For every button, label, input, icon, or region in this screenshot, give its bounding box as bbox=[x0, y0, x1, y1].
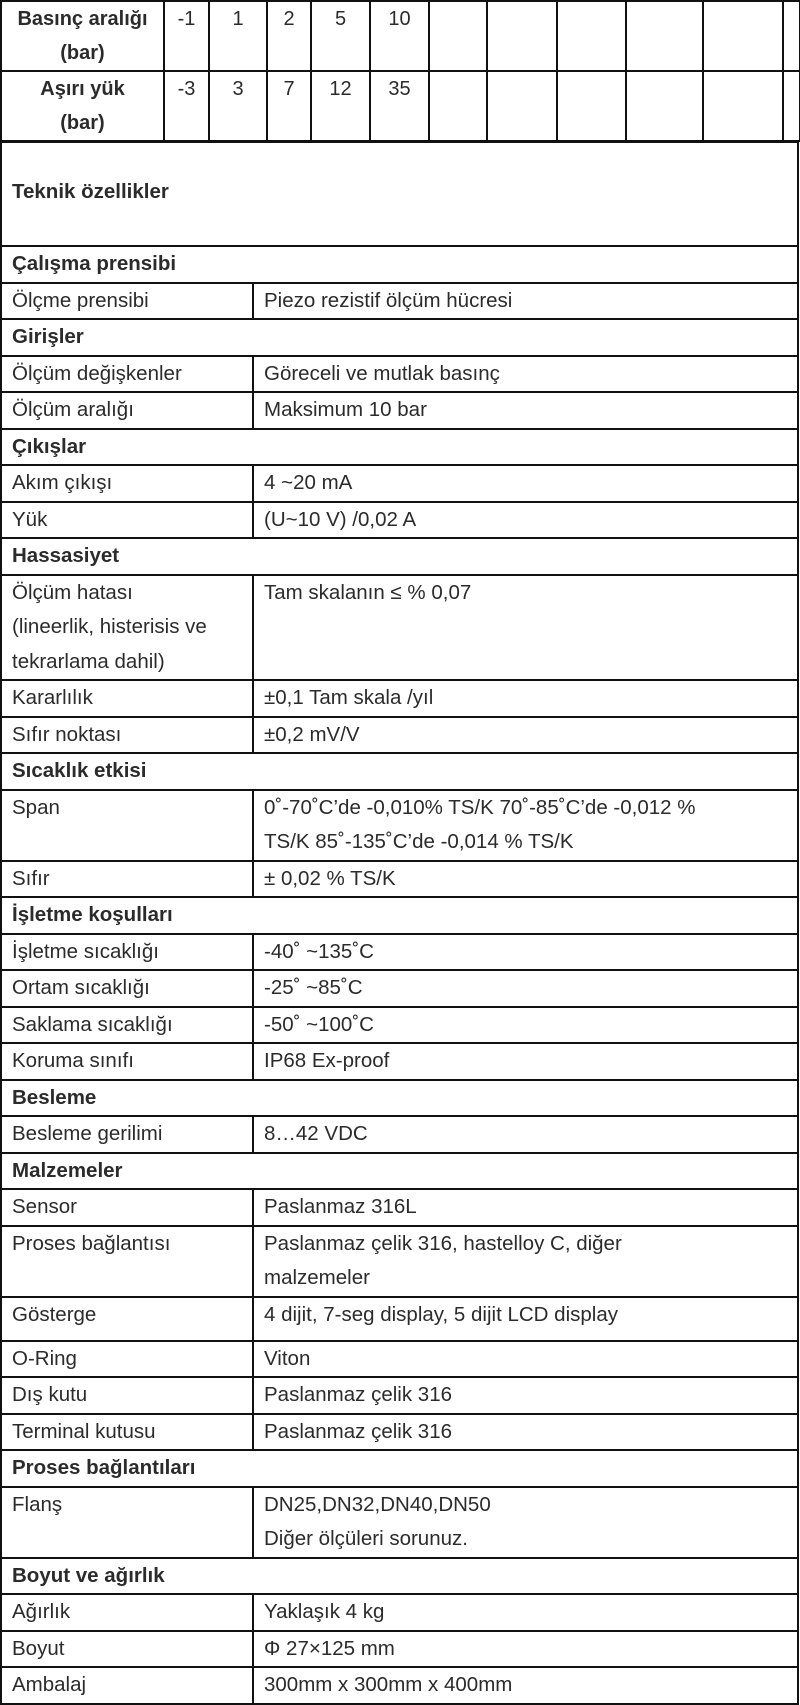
cell-line: Akım çıkışı bbox=[12, 471, 113, 494]
spec-row bbox=[1, 861, 798, 898]
spec-row bbox=[1, 680, 798, 717]
section-title: Boyut ve ağırlık bbox=[1, 1558, 798, 1595]
spec-row bbox=[1, 970, 798, 1007]
section-header-row bbox=[1, 753, 798, 790]
spec-label bbox=[1, 392, 253, 429]
cell-line: Paslanmaz çelik 316 bbox=[264, 1383, 453, 1406]
spec-row bbox=[1, 1594, 798, 1631]
spec-value bbox=[253, 1116, 798, 1153]
spec-row bbox=[1, 356, 798, 393]
section-title: Çıkışlar bbox=[1, 429, 798, 466]
cell-line: Kararlılık bbox=[12, 686, 93, 709]
spec-label bbox=[1, 1226, 253, 1297]
spec-value bbox=[253, 934, 798, 971]
pressure-value-cell bbox=[557, 1, 626, 71]
spec-row bbox=[1, 392, 798, 429]
cell-line: Maksimum 10 bar bbox=[264, 398, 427, 421]
spec-row bbox=[1, 717, 798, 754]
spec-row bbox=[1, 1667, 798, 1704]
spec-row bbox=[1, 1226, 798, 1297]
pressure-row-label bbox=[1, 71, 164, 141]
section-title: Malzemeler bbox=[1, 1153, 798, 1190]
section-title: Girişler bbox=[1, 319, 798, 356]
spec-value bbox=[253, 1487, 798, 1558]
cell-line: İşletme sıcaklığı bbox=[12, 939, 159, 963]
pressure-value-cell bbox=[487, 71, 557, 141]
pressure-value-cell bbox=[429, 1, 487, 71]
cell-line: -50˚ ~100˚C bbox=[264, 1012, 374, 1036]
cell-line: 0˚-70˚C’de -0,010% TS/K 70˚-85˚C’de -0,012 % bbox=[264, 795, 696, 819]
cell-line: ±0,1 Tam skala /yıl bbox=[264, 686, 434, 709]
pressure-value-cell bbox=[557, 71, 626, 141]
section-header-row bbox=[1, 246, 798, 283]
cell-line: 8…42 VDC bbox=[264, 1122, 368, 1145]
pressure-range-table bbox=[0, 0, 800, 142]
pressure-value-cell bbox=[429, 71, 487, 141]
cell-line: Saklama sıcaklığı bbox=[12, 1012, 173, 1036]
spec-label bbox=[1, 970, 253, 1007]
spec-value bbox=[253, 1594, 798, 1631]
spec-value bbox=[253, 356, 798, 393]
spec-row bbox=[1, 1043, 798, 1080]
cell-line: Flanş bbox=[12, 1492, 63, 1516]
cell-line: Yaklaşık 4 kg bbox=[264, 1600, 385, 1623]
section-title: Sıcaklık etkisi bbox=[1, 753, 798, 790]
cell-line: (bar) bbox=[60, 112, 105, 134]
section-title: Çalışma prensibi bbox=[1, 246, 798, 283]
pressure-value-cell bbox=[703, 1, 783, 71]
spec-label bbox=[1, 1116, 253, 1153]
pressure-value-cell bbox=[626, 71, 703, 141]
spec-label bbox=[1, 717, 253, 754]
spec-value bbox=[253, 790, 798, 861]
spec-label bbox=[1, 502, 253, 539]
spec-row bbox=[1, 1377, 798, 1414]
section-title: Proses bağlantıları bbox=[1, 1450, 798, 1487]
section-header-row bbox=[1, 1558, 798, 1595]
cell-line: (lineerlik, histerisis ve bbox=[12, 615, 207, 638]
pressure-row bbox=[1, 1, 800, 71]
cell-line: 4 dijit, 7-seg display, 5 dijit LCD display bbox=[264, 1302, 618, 1326]
pressure-value-cell: 10 bbox=[370, 1, 429, 71]
cell-line: Paslanmaz çelik 316 bbox=[264, 1419, 453, 1443]
cell-line: Ölçme prensibi bbox=[12, 288, 149, 312]
spec-row bbox=[1, 1631, 798, 1668]
cell-line: Ağırlık bbox=[12, 1600, 71, 1623]
cell-line: Φ 27×125 mm bbox=[264, 1636, 395, 1660]
spec-value bbox=[253, 1189, 798, 1226]
spec-label bbox=[1, 1667, 253, 1704]
cell-line: Span bbox=[12, 795, 60, 819]
spec-row bbox=[1, 465, 798, 502]
spec-value bbox=[253, 465, 798, 502]
spec-row bbox=[1, 1487, 798, 1558]
cell-line: -40˚ ~135˚C bbox=[264, 939, 374, 963]
cell-line: Tam skalanın ≤ % 0,07 bbox=[264, 580, 472, 604]
cell-line: Terminal kutusu bbox=[12, 1419, 156, 1443]
spec-value bbox=[253, 1043, 798, 1080]
spec-label bbox=[1, 1297, 253, 1341]
spec-value bbox=[253, 970, 798, 1007]
cell-line: Paslanmaz çelik 316, hastelloy C, diğer bbox=[264, 1231, 622, 1255]
technical-specs-table bbox=[0, 141, 799, 1705]
spec-label bbox=[1, 1341, 253, 1378]
cell-line: Sensor bbox=[12, 1195, 77, 1218]
cell-line: Sıfır bbox=[12, 866, 50, 890]
spec-value bbox=[253, 1226, 798, 1297]
spec-label bbox=[1, 680, 253, 717]
pressure-value-cell bbox=[626, 1, 703, 71]
spec-value bbox=[253, 1377, 798, 1414]
spec-row bbox=[1, 502, 798, 539]
cell-line: Sıfır noktası bbox=[12, 722, 122, 746]
spec-label bbox=[1, 1377, 253, 1414]
cell-line: 4 ~20 mA bbox=[264, 471, 353, 494]
cell-line: Proses bağlantısı bbox=[12, 1231, 171, 1255]
spec-value bbox=[253, 1414, 798, 1451]
spec-label bbox=[1, 575, 253, 681]
spec-value bbox=[253, 1007, 798, 1044]
cell-line: Boyut bbox=[12, 1636, 65, 1660]
spec-value bbox=[253, 1341, 798, 1378]
spec-row bbox=[1, 1414, 798, 1451]
cell-line: ± 0,02 % TS/K bbox=[264, 866, 396, 890]
cell-line: TS/K 85˚-135˚C’de -0,014 % TS/K bbox=[264, 830, 574, 853]
spec-value bbox=[253, 1667, 798, 1704]
pressure-value-cell: 35 bbox=[370, 71, 429, 141]
spec-value bbox=[253, 502, 798, 539]
cell-line: malzemeler bbox=[264, 1266, 370, 1289]
cell-line: Besleme gerilimi bbox=[12, 1122, 163, 1145]
pressure-row bbox=[1, 71, 800, 141]
cell-line: Viton bbox=[264, 1346, 311, 1370]
spec-label bbox=[1, 283, 253, 320]
spec-label bbox=[1, 1631, 253, 1668]
cell-line: Ölçüm hatası bbox=[12, 580, 133, 604]
cell-line: Aşırı yük bbox=[40, 78, 125, 100]
spec-row bbox=[1, 283, 798, 320]
pressure-value-cell bbox=[703, 71, 783, 141]
spec-label bbox=[1, 934, 253, 971]
cell-line: Koruma sınıfı bbox=[12, 1049, 134, 1072]
section-title: Hassasiyet bbox=[1, 538, 798, 575]
cell-line: Piezo rezistif ölçüm hücresi bbox=[264, 288, 513, 312]
spec-row bbox=[1, 790, 798, 861]
cell-line: Paslanmaz 316L bbox=[264, 1195, 417, 1218]
pressure-value-cell: 1 bbox=[209, 1, 267, 71]
cell-line: Basınç aralığı bbox=[17, 8, 148, 30]
section-header-row bbox=[1, 319, 798, 356]
cell-line: Dış kutu bbox=[12, 1383, 88, 1406]
section-header-row bbox=[1, 429, 798, 466]
pressure-value-cell: 7 bbox=[267, 71, 311, 141]
specs-title: Teknik özellikler bbox=[1, 142, 798, 246]
cell-line: -25˚ ~85˚C bbox=[264, 976, 363, 999]
spec-label bbox=[1, 790, 253, 861]
cell-line: DN25,DN32,DN40,DN50 bbox=[264, 1492, 491, 1516]
cell-line: tekrarlama dahil) bbox=[12, 649, 165, 673]
section-header-row bbox=[1, 1450, 798, 1487]
spec-label bbox=[1, 1043, 253, 1080]
cell-line: 300mm x 300mm x 400mm bbox=[264, 1673, 513, 1696]
spec-label bbox=[1, 356, 253, 393]
pressure-value-cell: 5 bbox=[311, 1, 370, 71]
section-header-row bbox=[1, 1080, 798, 1117]
spec-value bbox=[253, 283, 798, 320]
cell-line: Gösterge bbox=[12, 1302, 97, 1326]
pressure-value-cell: 3 bbox=[209, 71, 267, 141]
spec-value bbox=[253, 1631, 798, 1668]
spec-row bbox=[1, 575, 798, 681]
spec-value bbox=[253, 680, 798, 717]
spec-label bbox=[1, 1487, 253, 1558]
cell-line: Ortam sıcaklığı bbox=[12, 976, 150, 999]
spec-label bbox=[1, 1414, 253, 1451]
cell-line: Yük bbox=[12, 507, 48, 531]
spec-label bbox=[1, 1189, 253, 1226]
cell-line: (bar) bbox=[60, 42, 105, 64]
cell-line: (U~10 V) /0,02 A bbox=[264, 507, 417, 531]
pressure-value-cell bbox=[783, 1, 800, 71]
spec-value bbox=[253, 392, 798, 429]
pressure-value-cell bbox=[783, 71, 800, 141]
section-title: Besleme bbox=[1, 1080, 798, 1117]
cell-line: Ölçüm aralığı bbox=[12, 398, 134, 421]
spec-value bbox=[253, 1297, 798, 1341]
cell-line: O-Ring bbox=[12, 1346, 77, 1370]
spec-row bbox=[1, 1007, 798, 1044]
pressure-value-cell: 12 bbox=[311, 71, 370, 141]
spec-row bbox=[1, 1116, 798, 1153]
pressure-value-cell: 2 bbox=[267, 1, 311, 71]
spec-row bbox=[1, 1297, 798, 1341]
spec-row bbox=[1, 1189, 798, 1226]
section-header-row bbox=[1, 538, 798, 575]
spec-value bbox=[253, 717, 798, 754]
pressure-value-cell bbox=[487, 1, 557, 71]
cell-line: ±0,2 mV/V bbox=[264, 722, 360, 746]
cell-line: Ölçüm değişkenler bbox=[12, 361, 182, 385]
spec-row bbox=[1, 1341, 798, 1378]
spec-label bbox=[1, 1594, 253, 1631]
section-header-row bbox=[1, 1153, 798, 1190]
spec-label bbox=[1, 465, 253, 502]
pressure-value-cell: -3 bbox=[164, 71, 209, 141]
cell-line: Göreceli ve mutlak basınç bbox=[264, 361, 500, 385]
section-title: İşletme koşulları bbox=[1, 897, 798, 934]
cell-line: IP68 Ex-proof bbox=[264, 1049, 390, 1072]
spec-value bbox=[253, 861, 798, 898]
pressure-row-label bbox=[1, 1, 164, 71]
cell-line: Ambalaj bbox=[12, 1673, 87, 1696]
spec-label bbox=[1, 861, 253, 898]
section-header-row bbox=[1, 897, 798, 934]
pressure-value-cell: -1 bbox=[164, 1, 209, 71]
spec-label bbox=[1, 1007, 253, 1044]
spec-row bbox=[1, 934, 798, 971]
cell-line: Diğer ölçüleri sorunuz. bbox=[264, 1527, 468, 1550]
specs-title-row bbox=[1, 142, 798, 246]
spec-value bbox=[253, 575, 798, 681]
